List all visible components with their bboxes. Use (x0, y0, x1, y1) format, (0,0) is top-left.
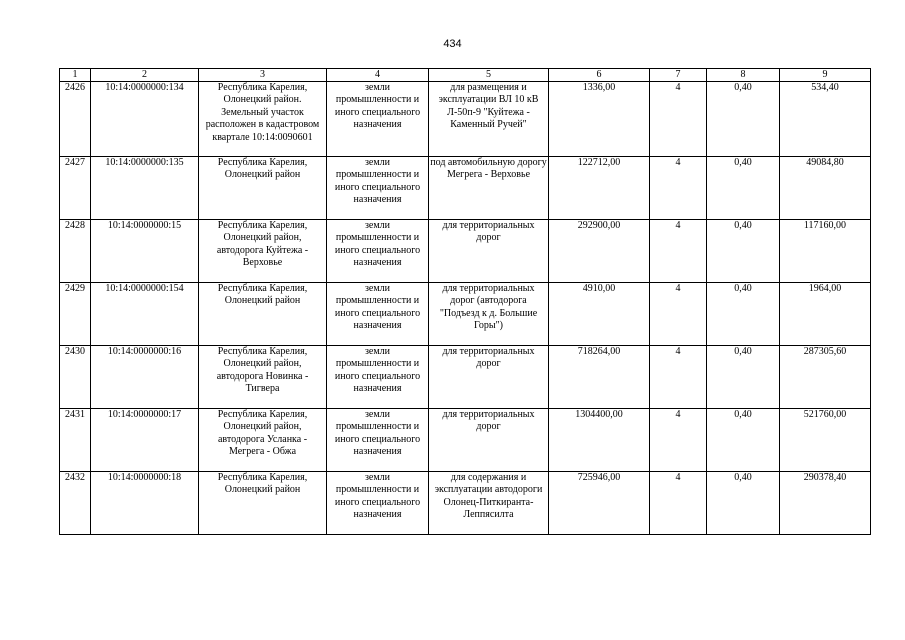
area: 725946,00 (549, 472, 650, 535)
land-category: земли промышленности и иного специального назначения (327, 472, 429, 535)
permitted-use: для размещения и эксплуатации ВЛ 10 кВ Л-50п-9 "Куйтежа - Каменный Ручей" (429, 82, 549, 157)
area: 4910,00 (549, 283, 650, 346)
column-7-value: 4 (650, 283, 707, 346)
column-7-value: 4 (650, 82, 707, 157)
column-7-value: 4 (650, 220, 707, 283)
cost: 534,40 (780, 82, 871, 157)
row-number: 2427 (60, 157, 91, 220)
row-number: 2431 (60, 409, 91, 472)
cadastral-number: 10:14:0000000:17 (91, 409, 199, 472)
table-row (60, 82, 871, 157)
location: Республика Карелия, Олонецкий район (199, 157, 327, 220)
cadastral-number: 10:14:0000000:16 (91, 346, 199, 409)
table-row (60, 283, 871, 346)
permitted-use: для территориальных дорог (429, 220, 549, 283)
cost: 287305,60 (780, 346, 871, 409)
cost: 49084,80 (780, 157, 871, 220)
land-registry-table (59, 68, 871, 535)
column-header: 8 (707, 69, 780, 82)
area: 292900,00 (549, 220, 650, 283)
column-7-value: 4 (650, 157, 707, 220)
row-number: 2426 (60, 82, 91, 157)
rate: 0,40 (707, 283, 780, 346)
cadastral-number: 10:14:0000000:134 (91, 82, 199, 157)
column-7-value: 4 (650, 346, 707, 409)
location: Республика Карелия, Олонецкий район (199, 472, 327, 535)
column-header: 9 (780, 69, 871, 82)
column-7-value: 4 (650, 472, 707, 535)
rate: 0,40 (707, 409, 780, 472)
area: 122712,00 (549, 157, 650, 220)
row-number: 2429 (60, 283, 91, 346)
permitted-use: для содержания и эксплуатации автодороги Олонец-Питкиранта-Леппясилта (429, 472, 549, 535)
land-category: земли промышленности и иного специального назначения (327, 82, 429, 157)
table-row (60, 346, 871, 409)
cadastral-number: 10:14:0000000:15 (91, 220, 199, 283)
column-7-value: 4 (650, 409, 707, 472)
row-number: 2428 (60, 220, 91, 283)
area: 1304400,00 (549, 409, 650, 472)
location: Республика Карелия, Олонецкий район, автодорога Куйтежа - Верховье (199, 220, 327, 283)
row-number: 2430 (60, 346, 91, 409)
rate: 0,40 (707, 346, 780, 409)
location: Республика Карелия, Олонецкий район, автодорога Новинка - Тигвера (199, 346, 327, 409)
cost: 521760,00 (780, 409, 871, 472)
rate: 0,40 (707, 220, 780, 283)
table-row (60, 472, 871, 535)
column-header: 3 (199, 69, 327, 82)
column-header: 2 (91, 69, 199, 82)
location: Республика Карелия, Олонецкий район (199, 283, 327, 346)
permitted-use: для территориальных дорог (429, 346, 549, 409)
column-header: 4 (327, 69, 429, 82)
cost: 290378,40 (780, 472, 871, 535)
cadastral-number: 10:14:0000000:135 (91, 157, 199, 220)
land-category: земли промышленности и иного специального назначения (327, 283, 429, 346)
column-header: 1 (60, 69, 91, 82)
land-category: земли промышленности и иного специального назначения (327, 157, 429, 220)
table-body (60, 82, 871, 535)
row-number: 2432 (60, 472, 91, 535)
column-header: 5 (429, 69, 549, 82)
cadastral-number: 10:14:0000000:18 (91, 472, 199, 535)
table-row (60, 409, 871, 472)
column-header: 6 (549, 69, 650, 82)
land-category: земли промышленности и иного специального назначения (327, 346, 429, 409)
table-header (60, 69, 871, 82)
permitted-use: под автомобильную дорогу Мегрега - Верховье (429, 157, 549, 220)
table-row (60, 157, 871, 220)
permitted-use: для территориальных дорог (автодорога "Подъезд к д. Большие Горы") (429, 283, 549, 346)
rate: 0,40 (707, 82, 780, 157)
area: 1336,00 (549, 82, 650, 157)
land-category: земли промышленности и иного специального назначения (327, 220, 429, 283)
header-row (60, 69, 871, 82)
rate: 0,40 (707, 472, 780, 535)
page-number: 434 (443, 38, 462, 50)
area: 718264,00 (549, 346, 650, 409)
cost: 117160,00 (780, 220, 871, 283)
permitted-use: для территориальных дорог (429, 409, 549, 472)
location: Республика Карелия, Олонецкий район. Земельный участок расположен в кадастровом квартале 10:14:0090601 (199, 82, 327, 157)
column-header: 7 (650, 69, 707, 82)
rate: 0,40 (707, 157, 780, 220)
cost: 1964,00 (780, 283, 871, 346)
cadastral-number: 10:14:0000000:154 (91, 283, 199, 346)
location: Республика Карелия, Олонецкий район, автодорога Усланка - Мегрега - Обжа (199, 409, 327, 472)
table-row (60, 220, 871, 283)
land-category: земли промышленности и иного специального назначения (327, 409, 429, 472)
